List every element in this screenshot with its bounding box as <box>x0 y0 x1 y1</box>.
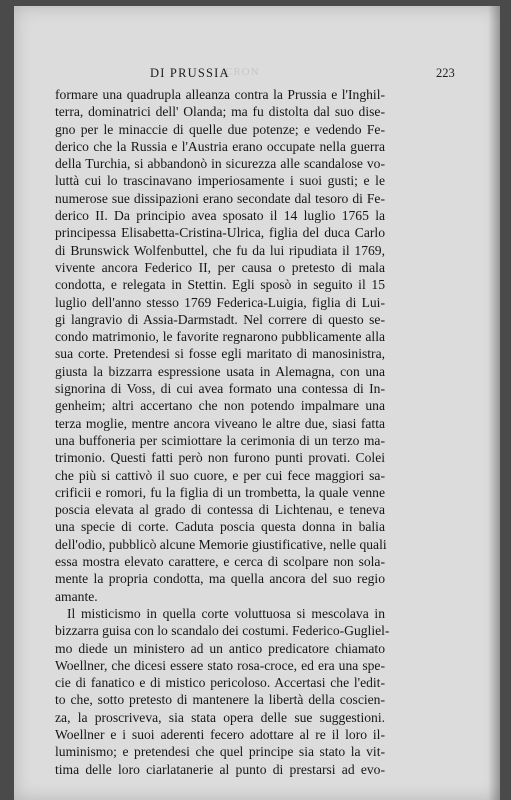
text-line: di Brunswick Wolfenbuttel, che fu da lui ripudiata il 1769, <box>55 242 385 258</box>
text-line: Woellner e i suoi aderenti fecero adottare al re il loro il- <box>55 726 385 742</box>
text-line: principessa Elisabetta-Cristina-Ulrica, figlia del duca Carlo <box>55 225 385 241</box>
text-line: derico II. Da principio avea sposato il 14 luglio 1765 la <box>55 208 385 224</box>
text-line: essa mostra elevato carattere, e cerca di scolpare non sola- <box>55 554 385 570</box>
text-line: mente la propria condotta, ma quella ancora del suo regio <box>55 571 385 587</box>
text-line: genheim; altri accertano che non potendo impalmare una <box>55 398 385 414</box>
text-line: terra, dominatrici dell' Olanda; ma fu distolta dal suo dise- <box>55 104 385 120</box>
text-line: crificii e romori, fu la figlia di un trombetta, la quale venne <box>55 484 385 500</box>
text-line: Il misticismo in quella corte voluttuosa si mescolava in <box>67 605 385 621</box>
text-line: signorina di Voss, di cui avea formato una contessa di In- <box>55 381 385 397</box>
text-line: derico che la Russia e l'Austria erano occupate nella guerra <box>55 138 385 154</box>
page-number: 223 <box>436 66 455 80</box>
text-line: mo diede un ministero ad un antico predicatore chiamato <box>55 640 385 656</box>
running-head: DI PRUSSIA <box>150 66 230 80</box>
text-line: numerose sue dissipazioni erano secondate dal tesoro di Fe- <box>55 190 385 206</box>
text-line: vivente ancora Federico II, per causa o pretesto di mala <box>55 259 385 275</box>
text-line: luttà cui lo trascinavano imperiosamente i suoi gusti; e le <box>55 173 385 189</box>
text-line: to che, sotto pretesto di mantenere la libertà della coscien- <box>55 692 385 708</box>
text-line: sua corte. Pretendesi si fosse egli maritato di manosinistra, <box>55 346 385 362</box>
text-line: za, la proscriveva, sia stata opera delle sue suggestioni. <box>55 709 385 725</box>
text-line: condotta, e relegata in Stettin. Egli sposò in seguito il 15 <box>55 277 385 293</box>
paragraph-1 <box>55 86 385 605</box>
page-edge-shadow <box>488 6 500 800</box>
body-text <box>55 86 390 778</box>
text-line: della Turchia, si abbandonò in sicurezza alle scandalose vo- <box>55 156 385 172</box>
text-line: gno per le minaccie di quelle due potenze; e vedendo Fe- <box>55 121 385 137</box>
paragraph-2 <box>55 605 390 778</box>
text-line: formare una quadrupla alleanza contra la Prussia e l'Inghil- <box>55 87 385 102</box>
text-line: amante. <box>55 588 98 604</box>
text-line: che più si cattivò il suo cuore, e per cui fece maggiori sa- <box>55 467 385 483</box>
text-line: condo matrimonio, le favorite regnarono pubblicamente alla <box>55 329 385 345</box>
text-line: trimonio. Questi fatti però non furono punti provati. Colei <box>55 450 385 466</box>
text-line: poscia elevata al grado di contessa di Lichtenau, e teneva <box>55 502 385 518</box>
text-line: gi langravio di Assia-Darmstadt. Nel correre di questo se- <box>55 311 385 327</box>
text-line: bizzarra guisa con lo scandalo dei costumi. Federico-Gugliel- <box>55 623 390 639</box>
text-line: cie di fanatico e di mistico pericoloso. Accertasi che l'edit- <box>55 675 385 691</box>
text-line: una specie di corte. Caduta poscia questa donna in balia <box>55 519 385 535</box>
text-line: Woellner, che dicesi essere stato rosa-croce, ed era una spe- <box>55 657 385 673</box>
bleed-through-text: CRON <box>225 66 260 78</box>
text-line: luminismo; e pretendesi che quel principe sia stato la vit- <box>55 744 385 760</box>
text-line: dell'odio, pubblicò alcune Memorie giustificative, nelle quali <box>55 536 387 552</box>
text-line: luglio dell'anno stesso 1769 Federica-Luigia, figlia di Lui- <box>55 294 385 310</box>
text-line: terza moglie, mentre ancora viveano le altre due, siasi fatta <box>55 415 385 431</box>
text-line: giusta la bizzarra espressione usata in Alemagna, con una <box>55 363 385 379</box>
text-line: tima delle loro ciarlatanerie al punto di prestarsi ad evo- <box>55 761 385 777</box>
text-line: una buffoneria per scimiottare la cerimonia di un terzo ma- <box>55 432 385 448</box>
